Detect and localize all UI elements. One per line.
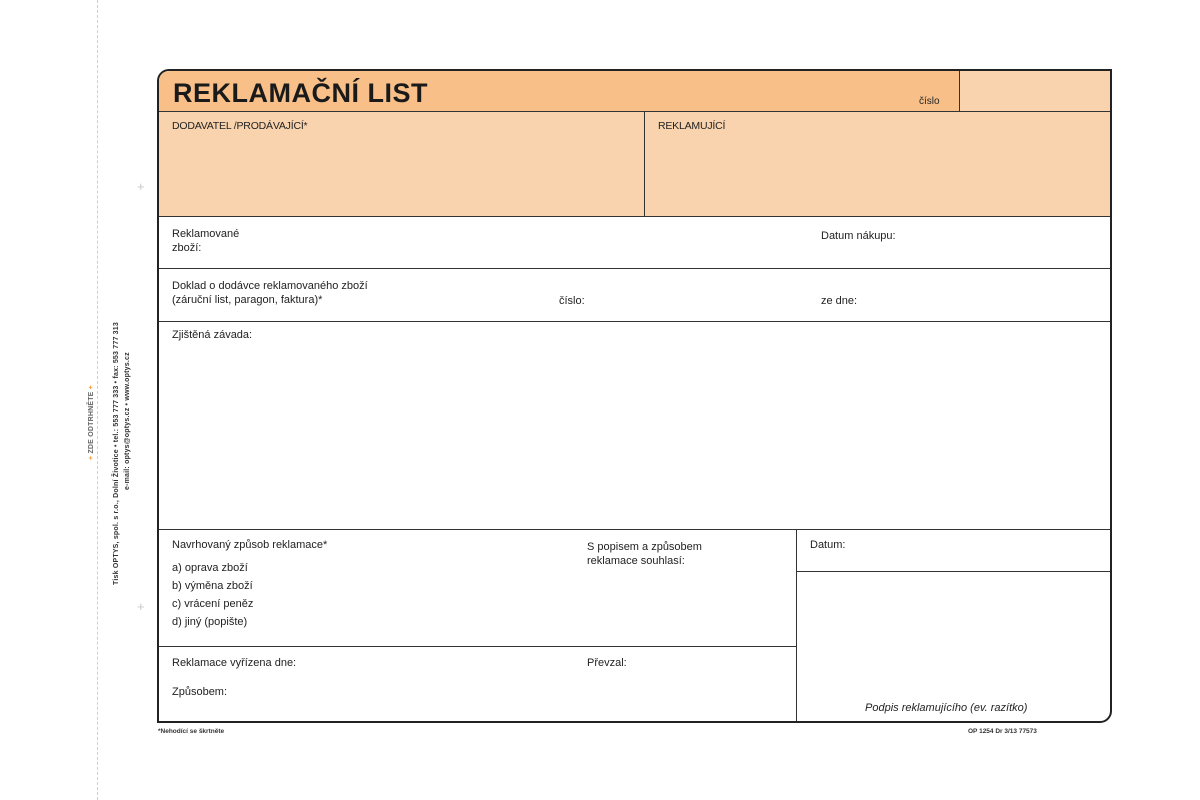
date-field[interactable] [849,531,1109,571]
manner-field[interactable] [239,677,794,719]
goods-field[interactable] [219,217,809,268]
agree-field[interactable] [587,571,792,643]
proof-date-field[interactable] [863,269,1109,321]
agree-label-line1: S popisem a způsobem [587,541,702,553]
proof-label-line1: Doklad o dodávce reklamovaného zboží [172,280,368,292]
goods-label-line1: Reklamované [172,228,240,240]
manner-label: Způsobem: [172,686,228,698]
number-field[interactable] [959,71,1110,111]
purchase-date-label: Datum nákupu: [821,230,896,242]
method-option-d[interactable]: d) jiný (popište) [172,616,248,628]
method-option-a[interactable]: a) oprava zboží [172,562,248,574]
supplier-label: DODAVATEL /PRODÁVAJÍCÍ* [172,120,308,132]
crop-mark-bottom: + [137,599,145,614]
supplier-field[interactable] [159,133,644,216]
perforation-line [97,0,98,800]
method-option-c[interactable]: c) vrácení peněz [172,598,254,610]
tear-off-label: + ZDE ODTRHNĚTE + [88,384,95,460]
proof-label-line2: (záruční list, paragon, faktura)* [172,294,323,306]
claimant-field[interactable] [645,133,1110,216]
proof-number-field[interactable] [591,269,811,321]
resolved-label: Reklamace vyřízena dne: [172,657,297,669]
resolved-date-field[interactable] [329,648,579,676]
method-label: Navrhovaný způsob reklamace* [172,539,328,551]
printer-imprint-line2: e-mail: optys@optys.cz • www.optys.cz [124,352,131,490]
defect-label: Zjištěná závada: [172,329,253,341]
proof-date-label: ze dne: [821,295,858,307]
complaint-form [157,69,1112,723]
signature-field[interactable] [797,572,1110,697]
purchase-date-field[interactable] [909,217,1109,268]
crop-mark-top: + [137,179,145,194]
proof-number-label: číslo: [559,295,585,307]
footer-code: OP 1254 Dr 3/13 77573 [968,728,1037,735]
date-label: Datum: [810,539,846,551]
form-title: REKLAMAČNÍ LIST [173,78,428,108]
method-option-b[interactable]: b) výměna zboží [172,580,253,592]
number-label: číslo [919,96,940,107]
defect-field[interactable] [159,343,1110,529]
footer-note: *Nehodící se škrtněte [158,728,225,735]
printer-imprint-line1: Tisk OPTYS, spol. s r.o., Dolní Životice • tel.: 553 777 333 • fax: 553 777 313 [113,322,120,585]
claimant-label: REKLAMUJÍCÍ [658,120,726,132]
received-label: Převzal: [587,657,627,669]
agree-label-line2: reklamace souhlasí: [587,555,685,567]
received-field[interactable] [634,648,794,676]
signature-label: Podpis reklamujícího (ev. razítko) [865,702,1028,714]
goods-label-line2: zboží: [172,242,202,254]
